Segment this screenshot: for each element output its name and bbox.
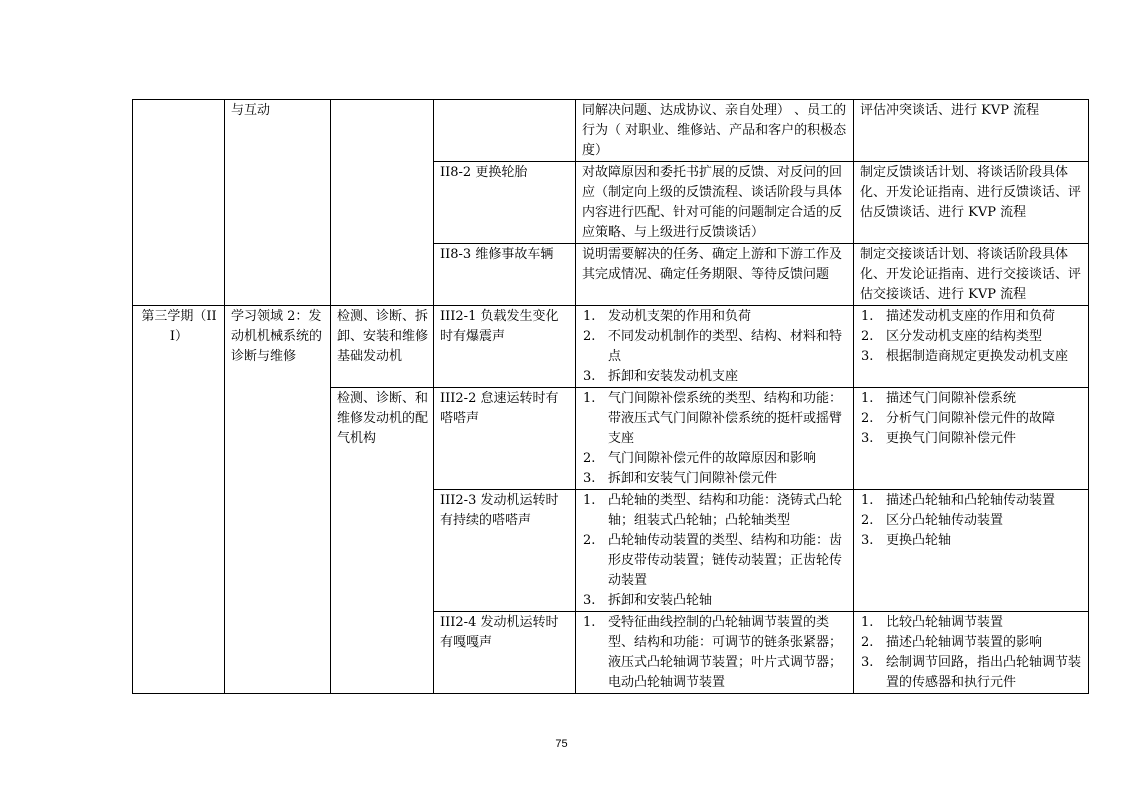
list-item: 3. 更换凸轮轴	[861, 533, 952, 548]
list-item: 2. 不同发动机制作的类型、结构、材料和特点	[583, 329, 843, 364]
table-row	[133, 100, 1089, 162]
situation-cell-empty	[434, 100, 576, 162]
list-item: 1. 描述凸轮轴和凸轮轴传动装置	[861, 493, 1056, 508]
list-item: 1. 发动机支架的作用和负荷	[583, 309, 752, 324]
list-item: 2. 区分发动机支座的结构类型	[861, 329, 1043, 344]
curriculum-table	[132, 99, 1089, 694]
situation-cell: III2-3 发动机运转时有持续的嗒嗒声	[434, 490, 576, 612]
topic-cell-empty	[331, 100, 434, 306]
goal-list	[860, 307, 1083, 367]
semester-cell-empty	[133, 100, 225, 306]
situation-cell: III2-4 发动机运转时有嘎嘎声	[434, 612, 576, 694]
content-list	[582, 389, 848, 489]
list-item: 3. 拆卸和安装凸轮轴	[583, 593, 713, 608]
situation-cell: III2-1 负载发生变化时有爆震声	[434, 306, 576, 388]
list-item: 1. 比较凸轮轴调节装置	[861, 615, 1004, 630]
goal-cell: 制定交接谈话计划、将谈话阶段具体化、开发论证指南、进行交接谈话、评估交接谈话、进行 KVP 流程	[854, 244, 1089, 306]
goal-list	[860, 491, 1083, 551]
goal-cell: 制定反馈谈话计划、将谈话阶段具体化、开发论证指南、进行反馈谈话、评估反馈谈话、进行 KVP 流程	[854, 162, 1089, 244]
page-number: 75	[555, 738, 568, 750]
content-list	[582, 307, 848, 387]
list-item: 2. 描述凸轮轴调节装置的影响	[861, 635, 1043, 650]
situation-cell: II8-2 更换轮胎	[434, 162, 576, 244]
goal-cell	[854, 490, 1089, 612]
semester-cell: 第三学期（III）	[133, 306, 225, 694]
content-cell: 对故障原因和委托书扩展的反馈、对反问的回应（制定向上级的反馈流程、谈话阶段与具体内容进行匹配、针对可能的问题制定合适的反应策略、与上级进行反馈谈话）	[576, 162, 854, 244]
situation-cell: III2-2 怠速运转时有嗒嗒声	[434, 388, 576, 490]
list-item: 3. 拆卸和安装气门间隙补偿元件	[583, 471, 778, 486]
learning-field-cell: 学习领域 2：发动机机械系统的诊断与维修	[225, 306, 331, 694]
list-item: 2. 气门间隙补偿元件的故障原因和影响	[583, 451, 817, 466]
content-list	[582, 613, 848, 693]
list-item: 1. 气门间隙补偿系统的类型、结构和功能：带液压式气门间隙补偿系统的挺杆或摇臂支座	[583, 391, 843, 446]
content-list	[582, 491, 848, 611]
list-item: 2. 区分凸轮轴传动装置	[861, 513, 1004, 528]
content-cell: 同解决问题、达成协议、亲自处理） 、员工的行为（ 对职业、维修站、产品和客户的积极态度）	[576, 100, 854, 162]
goal-cell	[854, 388, 1089, 490]
goal-cell	[854, 306, 1089, 388]
list-item: 3. 根据制造商规定更换发动机支座	[861, 349, 1069, 364]
list-item: 3. 拆卸和安装发动机支座	[583, 369, 739, 384]
topic-cell: 检测、诊断、和维修发动机的配气机构	[331, 388, 434, 694]
situation-cell: II8-3 维修事故车辆	[434, 244, 576, 306]
goal-cell	[854, 612, 1089, 694]
learning-field-cell: 与互动	[225, 100, 331, 306]
list-item: 1. 凸轮轴的类型、结构和功能：浇铸式凸轮轴；组装式凸轮轴；凸轮轴类型	[583, 493, 843, 528]
goal-cell: 评估冲突谈话、进行 KVP 流程	[854, 100, 1089, 162]
content-cell	[576, 306, 854, 388]
content-cell	[576, 612, 854, 694]
list-item: 1. 描述气门间隙补偿系统	[861, 391, 1017, 406]
list-item: 2. 凸轮轴传动装置的类型、结构和功能：齿形皮带传动装置；链传动装置；正齿轮传动装置	[583, 533, 843, 588]
list-item: 1. 受特征曲线控制的凸轮轴调节装置的类型、结构和功能：可调节的链条张紧器；液压式凸轮轴调节装置；叶片式调节器；电动凸轮轴调节装置	[583, 615, 843, 690]
list-item: 2. 分析气门间隙补偿元件的故障	[861, 411, 1056, 426]
list-item: 3. 更换气门间隙补偿元件	[861, 431, 1017, 446]
goal-list	[860, 389, 1083, 449]
table-row	[133, 306, 1089, 388]
list-item: 3. 绘制调节回路，指出凸轮轴调节装置的传感器和执行元件	[861, 655, 1082, 690]
topic-cell: 检测、诊断、拆卸、安装和维修基础发动机	[331, 306, 434, 388]
content-cell: 说明需要解决的任务、确定上游和下游工作及其完成情况、确定任务期限、等待反馈问题	[576, 244, 854, 306]
list-item: 1. 描述发动机支座的作用和负荷	[861, 309, 1056, 324]
content-cell	[576, 388, 854, 490]
goal-list	[860, 613, 1083, 693]
content-cell	[576, 490, 854, 612]
